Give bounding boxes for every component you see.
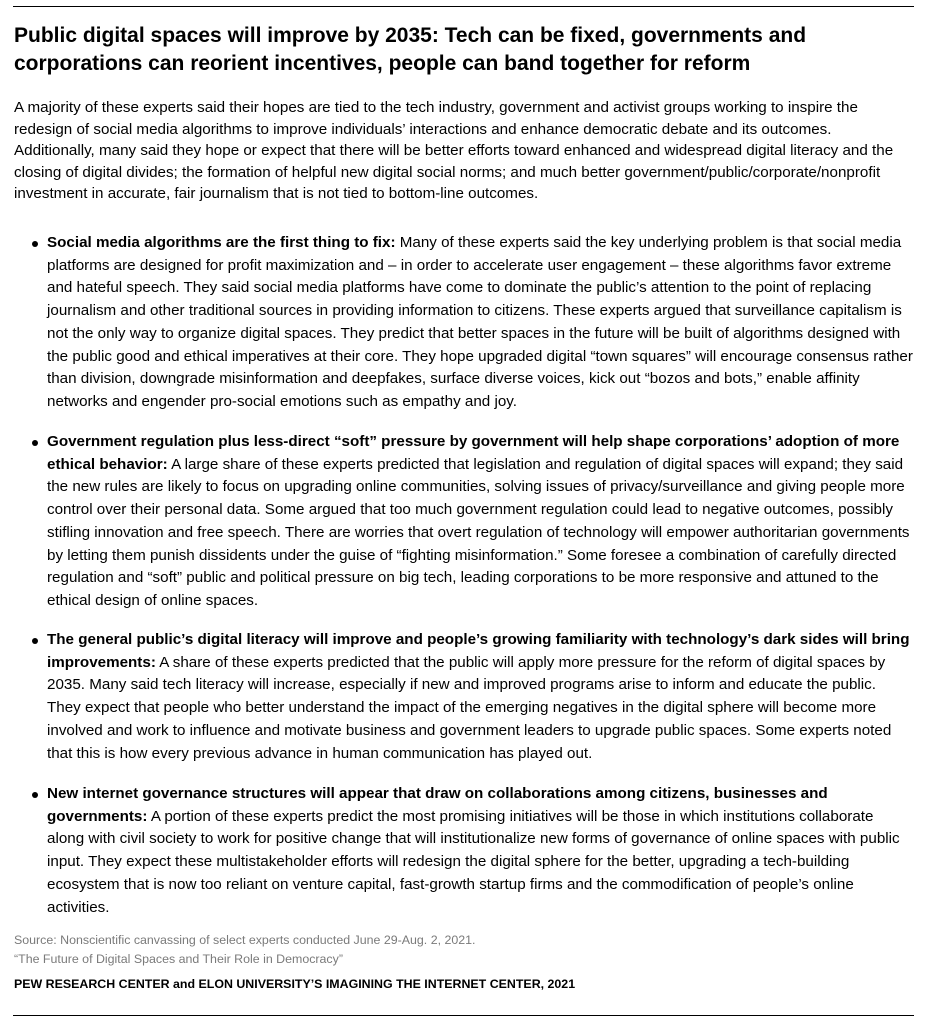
source-note [14,931,894,969]
source-report-title: “The Future of Digital Spaces and Their Role in Democracy” [14,952,343,966]
bottom-divider [13,1015,914,1016]
bullet-heading: New internet governance structures will appear that draw on collaborations among citizens, businesses and governments: [47,785,828,825]
bullet-heading: The general public’s digital literacy will improve and people’s growing familiarity with technology’s dark sides will bring improvements: [47,631,910,671]
bullet-body: A share of these experts predicted that the public will apply more pressure for the reform of digital spaces by 2035. Many said tech literacy will increase, especially if new and improved programs arise to inform and educate the public. They expect that people who better understand the impact of the emerging negatives in the digital sphere will become more involved and work to influence and motivate business and government leaders to upgrade public spaces. Some experts noted that this is how every previous advance in human communication has played out. [47,653,892,762]
credit-line: PEW RESEARCH CENTER and ELON UNIVERSITY’S IMAGINING THE INTERNET CENTER, 2021 [14,977,576,991]
source-line: Source: Nonscientific canvassing of select experts conducted June 29-Aug. 2, 2021. [14,933,476,947]
bullet-dot-icon [32,440,38,446]
bullet-body: A portion of these experts predict the most promising initiatives will be those in which institutions collaborate along with civil society to work for positive change that will institutionalize new forms of governance of online spaces with public input. They expect these multistakeholder efforts will redesign the digital sphere for the better, upgrading a tech-building ecosystem that is now too reliant on venture capital, fast-growth startup firms and the commodification of people’s online activities. [47,807,900,916]
bullet-heading: Government regulation plus less-direct “soft” pressure by government will help shape corporations’ adoption of more ethical behavior: [47,433,900,473]
bullet-dot-icon [32,638,38,644]
list-item [47,431,913,613]
bullet-body: Many of these experts said the key underlying problem is that social media platforms are designed for profit maximization and – in order to accelerate user engagement – these algorithms favor extreme and hateful speech. They said social media platforms have come to dominate the public’s attention to the point of replacing journalism and other traditional sources in providing information to citizens. These experts argued that surveillance capitalism is not the only way to organize digital spaces. They predict that better spaces in the future will be built of algorithms designed with the public good and ethical imperatives at their core. They hope upgraded digital “town squares” will encourage consensus rather than division, downgrade misinformation and deepfakes, surface diverse voices, kick out “bozos and bots,” enable affinity networks and engender pro-social emotions such as empathy and joy. [47,234,913,410]
intro-paragraph: A majority of these experts said their hopes are tied to the tech industry, government and activist groups working to inspire the redesign of social media algorithms to improve individuals’ interactions and enhance democratic debate and its outcomes. Additionally, many said they hope or expect that there will be better efforts toward enhanced and widespread digital literacy and the closing of digital divides; the formation of helpful new digital social norms; and much better government/public/corporate/nonprofit investment in accurate, fair journalism that is not tied to bottom-line outcomes. [14,99,894,203]
bullet-dot-icon [32,241,38,247]
page-title: Public digital spaces will improve by 2035: Tech can be fixed, governments and corporations can reorient incentives, people can band together for reform [14,24,807,75]
top-divider [13,6,914,7]
list-item [47,783,913,919]
list-item [47,232,913,414]
list-item [47,629,913,765]
bullet-dot-icon [32,792,38,798]
bullet-body: A large share of these experts predicted that legislation and regulation of digital spaces will expand; they said the new rules are likely to focus on upgrading online communities, solving issues of privacy/surveillance and giving people more control over their personal data. Some argued that too much government regulation could lead to negative outcomes, possibly stifling innovation and free speech. There are worries that overt regulation of technology will empower authoritarian governments by letting them punish dissidents under the guise of “fighting misinformation.” Some foresee a combination of carefully directed regulation and “soft” public and political pressure on big tech, leading corporations to be more responsive and attuned to the ethical design of online spaces. [47,455,910,609]
bullet-heading: Social media algorithms are the first thing to fix: [47,234,396,251]
